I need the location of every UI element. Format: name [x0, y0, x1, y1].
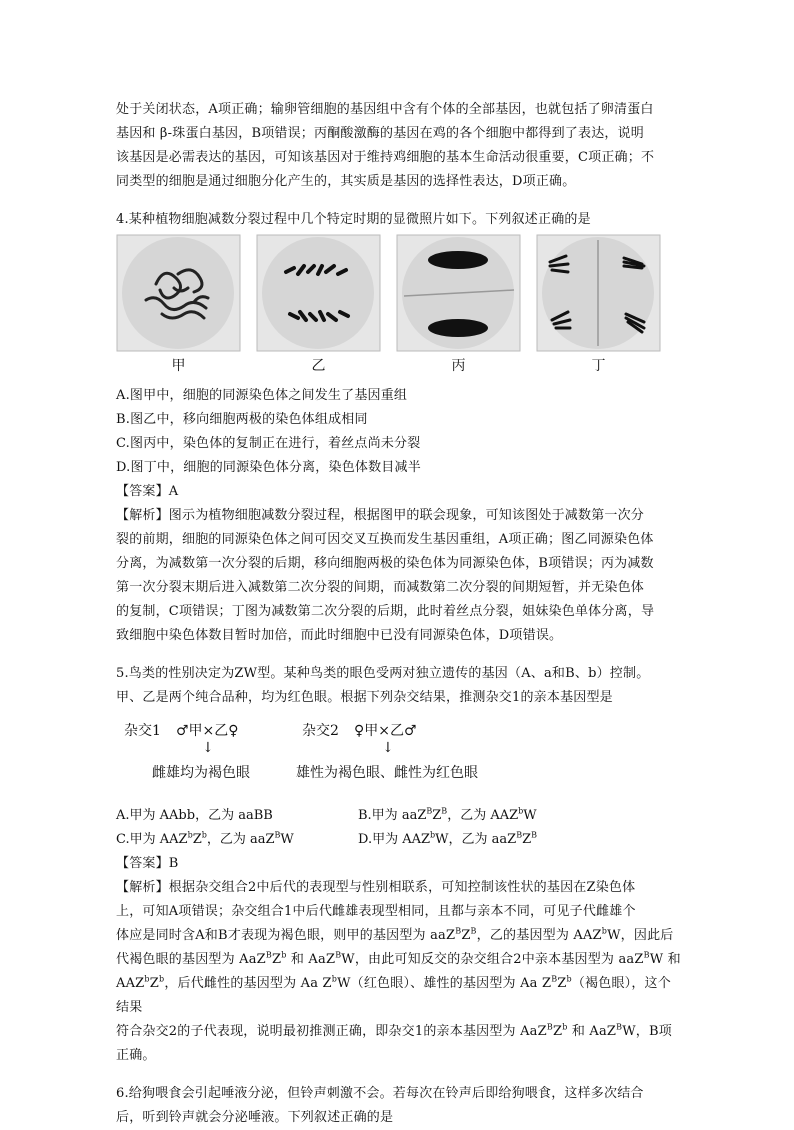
cross1-label: 杂交1 [124, 723, 161, 739]
answer-line: 【答案】A [116, 484, 179, 499]
text-line: 符合杂交2的子代表现，说明最初推测正确，即杂交1的亲本基因型为 $AaZ^BZ^b$ 和 AaZ$^B$W，B项 [116, 1022, 672, 1039]
text-line: 该基因是必需表达的基因，可知该基因对于维持鸡细胞的基本生命活动很重要，C项正确；不 [116, 150, 655, 165]
analysis-paragraph [116, 504, 682, 648]
cross2-label: 杂交2 [302, 723, 339, 739]
figure-jia [116, 234, 241, 376]
cross-diagram [116, 716, 682, 802]
option-b: B.图乙中，移向细胞两极的染色体组成相同 [116, 412, 368, 427]
question-stem: 4.某种植物细胞减数分裂过程中几个特定时期的显微照片如下。下列叙述正确的是 [116, 212, 591, 227]
question-stem: 5.鸟类的性别决定为ZW型。某种鸟类的眼色受两对独立遗传的基因（A、a和B、b）控制。 [116, 666, 650, 681]
text-line: 分离，为减数第一次分裂的后期，移向细胞两极的染色体为同源染色体，B项错误；丙为减数 [116, 556, 654, 571]
option-c: C.图丙中，染色体的复制正在进行，着丝点尚未分裂 [116, 436, 421, 451]
figure-bing [396, 234, 521, 376]
text-line: 的复制，C项错误；丁图为减数第二次分裂的后期，此时着丝点分裂，姐妹染色单体分离，导 [116, 604, 655, 619]
text-line: 体应是同时含A和B才表现为褐色眼，则甲的基因型为 $aaZ^BZ^B$，乙的基因型为 AAZ$^b$W，因此后 [116, 926, 674, 943]
text-line: 致细胞中染色体数目暂时加倍，而此时细胞中已没有同源染色体，D项错误。 [116, 628, 563, 643]
telophase-cell-icon [396, 234, 521, 352]
cross2-parents: ♀甲×乙♂ [354, 723, 417, 739]
micrograph-row [116, 234, 682, 384]
arrow-down-icon: ↓ [202, 740, 214, 756]
text-line: 裂的前期，细胞的同源染色体之间可因交叉互换而发生基因重组，A项正确；图乙同源染色体 [116, 532, 654, 547]
question-4 [116, 208, 682, 648]
option-c: C.甲为 $AAZ^bZ^b$，乙为 aaZ$^B$W [116, 830, 294, 847]
figure-caption: 乙 [311, 358, 326, 374]
options-row-cd [116, 828, 682, 852]
text-line: 基因和 β-珠蛋白基因，B项错误；丙酮酸激酶的基因在鸡的各个细胞中都得到了表达，说明 [116, 126, 644, 141]
figure-yi [256, 234, 381, 376]
question-5 [116, 662, 682, 1068]
text-line: 代褐色眼的基因型为 $AaZ^BZ^b$ 和 AaZ$^B$W，由此可知反交的杂交组合2中亲本基因型为 aaZ$^B$W 和 [116, 950, 681, 967]
text-line: 【解析】图示为植物细胞减数分裂过程，根据图甲的联会现象，可知该图处于减数第一次分 [116, 508, 645, 523]
chromosome-pairing-icon [116, 234, 241, 352]
cross1-parents: ♂甲×乙♀ [176, 723, 239, 739]
text-line: 正确。 [116, 1048, 156, 1063]
options-row-ab [116, 804, 682, 828]
four-poles-icon [536, 234, 661, 352]
cross1-result: 雌雄均为褐色眼 [152, 765, 250, 781]
arrow-down-icon: ↓ [382, 740, 394, 756]
text-line: $AAZ^bZ^b$，后代雌性的基因型为 Aa $Z^bW$（红色眼）、雄性的基因型为 Aa $Z^BZ^b$（褐色眼），这个结果 [116, 974, 671, 1015]
option-d: D.图丁中，细胞的同源染色体分离，染色体数目减半 [116, 460, 421, 475]
figure-ding [536, 234, 661, 376]
text-line: 处于关闭状态，A项正确；输卵管细胞的基因组中含有个体的全部基因，也就包括了卵清蛋白 [116, 102, 654, 117]
figure-caption: 丁 [591, 358, 606, 374]
figure-caption: 甲 [171, 358, 186, 374]
option-b: B.甲为 $aaZ^BZ^B$，乙为 AAZ$^b$W [358, 806, 537, 823]
option-a: A.图甲中，细胞的同源染色体之间发生了基因重组 [116, 388, 408, 403]
answer-line: 【答案】B [116, 856, 179, 871]
cross2-result: 雄性为褐色眼、雌性为红色眼 [296, 765, 478, 781]
question-stem: 后，听到铃声就会分泌唾液。下列叙述正确的是 [116, 1110, 394, 1125]
chromosome-separation-icon [256, 234, 381, 352]
question-stem: 甲、乙是两个纯合品种，均为红色眼。根据下列杂交结果，推测杂交1的亲本基因型是 [116, 690, 613, 705]
text-line: 【解析】根据杂交组合2中后代的表现型与性别相联系，可知控制该性状的基因在Z染色体 [116, 880, 636, 895]
analysis-paragraph [116, 876, 682, 1068]
text-line: 第一次分裂末期后进入减数第二次分裂的间期，而减数第二次分裂的间期短暂，并无染色体 [116, 580, 645, 595]
question-stem: 6.给狗喂食会引起唾液分泌，但铃声刺激不会。若每次在铃声后即给狗喂食，这样多次结合 [116, 1086, 644, 1101]
document-page [116, 98, 682, 1130]
intro-paragraph [116, 98, 682, 194]
figure-caption: 丙 [451, 358, 466, 374]
text-line: 同类型的细胞是通过细胞分化产生的，其实质是基因的选择性表达，D项正确。 [116, 174, 576, 189]
option-d: D.甲为 AAZ$^b$W，乙为 $aaZ^BZ^B$ [358, 830, 538, 847]
option-a: A.甲为 AAbb，乙为 aaBB [116, 808, 273, 823]
text-line: 上，可知A项错误；杂交组合1中后代雌雄表现型相同，且都与亲本不同，可见子代雌雄个 [116, 904, 636, 919]
